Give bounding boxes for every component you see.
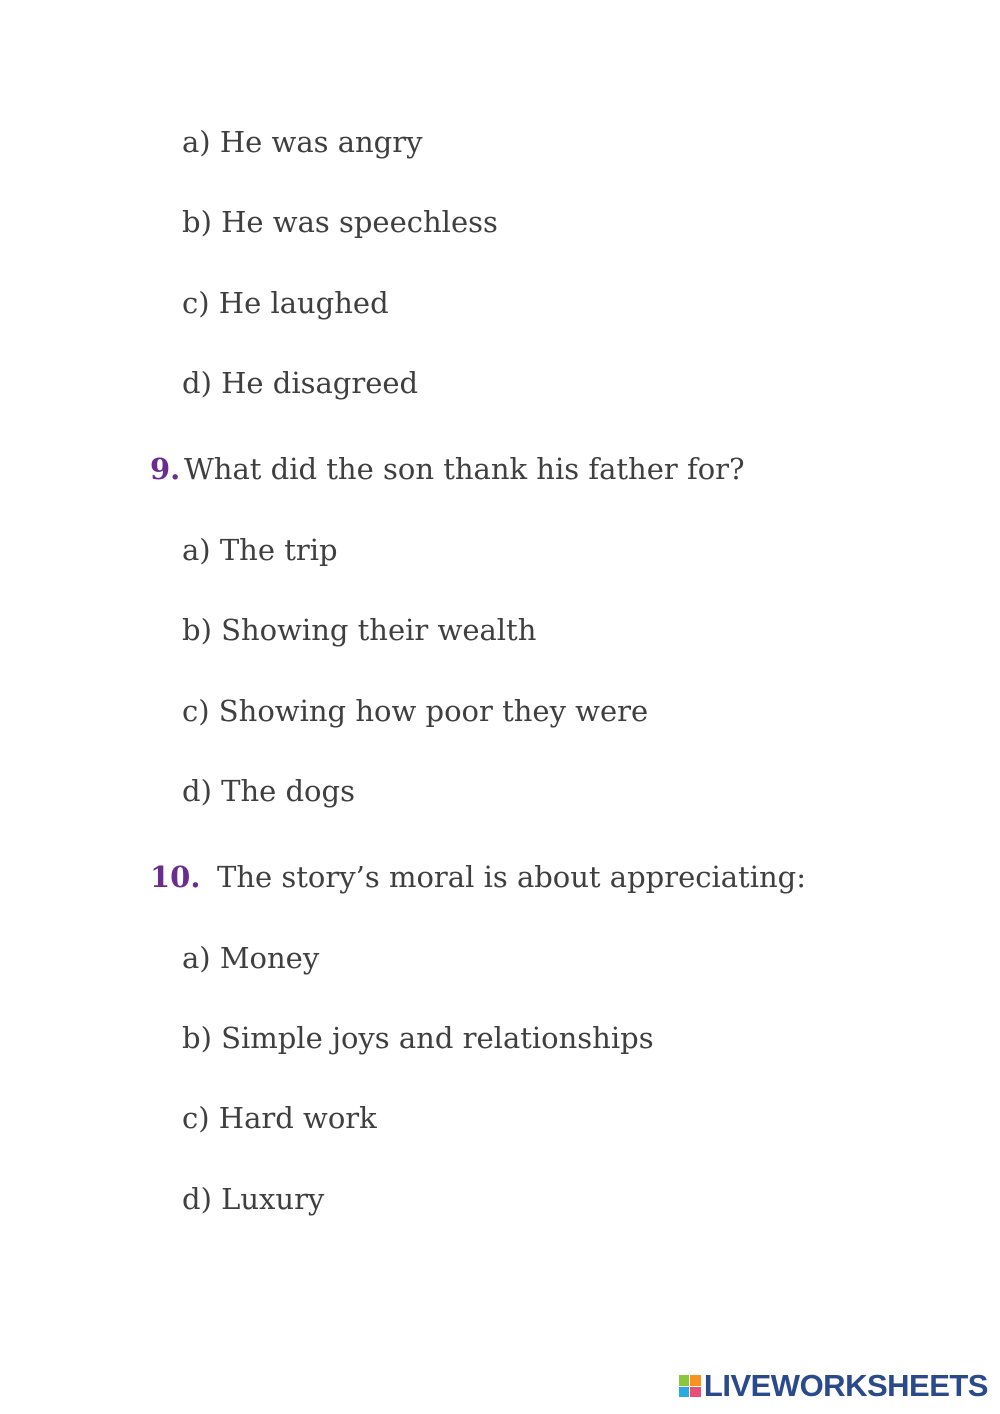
logo-text: LIVEWORKSHEETS — [703, 1368, 988, 1403]
question-text: What did the son thank his father for? — [184, 452, 745, 486]
answer-option[interactable]: d) He disagreed — [182, 366, 419, 400]
answer-option[interactable]: b) Showing their wealth — [182, 613, 537, 647]
answer-option[interactable]: c) Showing how poor they were — [182, 694, 649, 728]
answer-option[interactable]: b) Simple joys and relationships — [182, 1021, 654, 1055]
liveworksheets-logo[interactable] — [679, 1368, 988, 1404]
question-text: The story’s moral is about appreciating: — [217, 860, 806, 894]
liveworksheets-logo-icon — [679, 1375, 701, 1397]
answer-option[interactable]: d) Luxury — [182, 1182, 325, 1216]
answer-option[interactable]: a) He was angry — [182, 125, 423, 159]
answer-option[interactable]: b) He was speechless — [182, 205, 498, 239]
answer-option[interactable]: c) Hard work — [182, 1101, 377, 1135]
answer-option[interactable]: c) He laughed — [182, 286, 389, 320]
answer-option[interactable]: a) The trip — [182, 533, 338, 567]
question-number: 10. — [150, 860, 201, 894]
answer-option[interactable]: d) The dogs — [182, 774, 355, 808]
question-10 — [150, 859, 806, 895]
question-9 — [150, 451, 745, 487]
question-number: 9. — [150, 452, 181, 486]
answer-option[interactable]: a) Money — [182, 941, 320, 975]
